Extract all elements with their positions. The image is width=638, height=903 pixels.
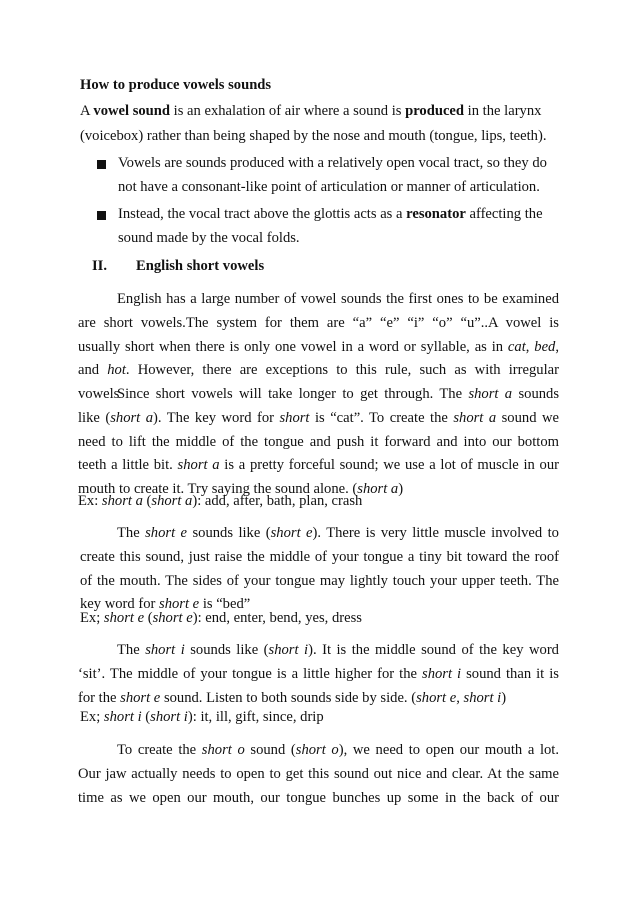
example-short-e: Ex; short e (short e): end, enter, bend, yes, dress (80, 610, 362, 626)
section-numeral: II. (92, 258, 108, 274)
intro-line: (voicebox) rather than being shaped by the nose and mouth (tongue, lips, teeth). (80, 127, 547, 144)
paragraph-short-vowels: English has a large number of vowel sounds the first ones to be examined are short vowels.The system for them are “a” “e” “i” “o” “u”..A vowel is usually short when there is only one vowel in a word or syllable, as in cat, bed, and hot. However, there are exceptions to this rule, such as with irregular vowels (78, 291, 560, 403)
paragraph-short-o: To create the short o sound (short o), we need to open our mouth a lot. Our jaw actually needs to open to get this sound out nice and clear. At the same time as we open our mouth, our tongue bunches up some in the back of our (78, 742, 559, 806)
bullet-item: Vowels are sounds produced with a relatively open vocal tract, so they do not have a consonant-like point of articulation or manner of articulation. (118, 155, 547, 195)
paragraph-short-a: Since short vowels will take longer to get through. The short a sounds like (short a). The key word for short is “cat”. To create the short a sound we need to lift the middle of the tongue and push it forward and into our bottom teeth a little bit. short a is a pretty forceful sound; we use a lot of muscle in our mouth to create it. Try saying the sound alone. (short a) (78, 386, 560, 498)
paragraph-short-e: The short e sounds like (short e). There is very little muscle involved to create this sound, just raise the middle of your tongue a tiny bit toward the roof of the mouth. The sides of your tongue may lightly touch your upper teeth. The key word for short e is “bed” (80, 525, 559, 613)
intro-paragraph (80, 100, 560, 149)
section-title: English short vowels (136, 258, 265, 274)
bullet-item: Instead, the vocal tract above the glottis acts as a resonator affecting the sound made by the vocal folds. (118, 206, 543, 246)
paragraph-short-i: The short i sounds like (short i). It is the middle sound of the key word ‘sit’. The middle of your tongue is a little higher for the short i sound than it is for the short e sound. Listen to both sounds side by side. (short e, short i) (78, 642, 559, 706)
example-short-a: Ex: short a (short a): add, after, bath, plan, crash (78, 493, 363, 509)
bullet-square-icon (97, 211, 106, 220)
example-short-i: Ex; short i (short i): it, ill, gift, since, drip (80, 709, 324, 725)
intro-line: A vowel sound is an exhalation of air where a sound is produced in the larynx (80, 103, 542, 119)
page-heading: How to produce vowels sounds (80, 77, 272, 93)
bullet-square-icon (97, 160, 106, 169)
